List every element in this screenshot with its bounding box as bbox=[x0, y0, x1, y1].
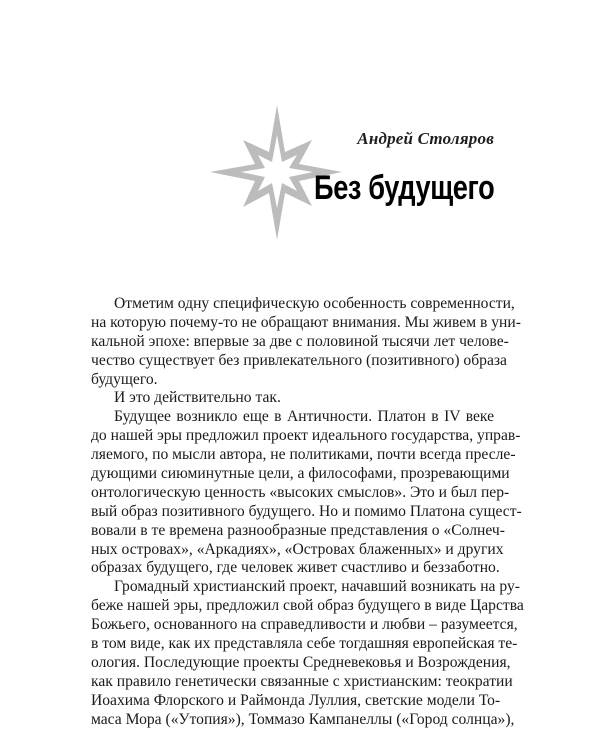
author-name: Андрей Столяров bbox=[357, 129, 494, 148]
text-line: вовали в те времена разнообразные представления о «Солнеч- bbox=[91, 521, 505, 539]
text-line: маса Мора («Утопия»), Томмазо Кампанеллы («Город солнца»), bbox=[91, 710, 515, 728]
text-line: Иоахима Флорского и Раймонда Луллия, светские модели То- bbox=[91, 691, 501, 709]
text-line: И это действительно так. bbox=[114, 389, 281, 407]
text-line: как правило генетически связанные с христианским: теократии bbox=[91, 672, 513, 690]
text-line: до нашей эры предложил проект идеального государства, управ- bbox=[91, 427, 521, 445]
text-line: образах будущего, где человек живет счастливо и беззаботно. bbox=[91, 559, 500, 577]
text-line: дующими сиюминутные цели, а философами, прозревающими bbox=[91, 465, 510, 483]
text-line: Божьего, основанного на справедливости и любви – разумеется, bbox=[91, 616, 518, 634]
text-line: ных островах», «Аркадиях», «Островах блаженных» и других bbox=[91, 540, 504, 558]
text-line: на которую почему-то не обращают внимания. Мы живем в уни- bbox=[91, 313, 521, 331]
text-line: чество существует без привлекательного (позитивного) образа bbox=[91, 351, 507, 369]
text-line: Будущее возникло еще в Античности. Платон в IV веке bbox=[114, 408, 494, 426]
text-line: Отметим одну специфическую особенность современности, bbox=[114, 295, 515, 312]
text-line: будущего. bbox=[91, 370, 158, 388]
text-line: беже нашей эры, предложил свой образ будущего в виде Царства bbox=[91, 597, 524, 615]
chapter-title: Без будущего bbox=[313, 169, 494, 207]
text-line: ляемого, по мысли автора, не политиками, почти всегда пресле- bbox=[91, 446, 516, 464]
text-line: кальной эпохе: впервые за две с половиной тысячи лет челове- bbox=[91, 332, 509, 350]
text-line: онтологическую ценность «высоких смыслов». Это и был пер- bbox=[91, 483, 510, 501]
text-line: Громадный христианский проект, начавший возникать на ру- bbox=[114, 578, 520, 596]
text-line: ология. Последующие проекты Средневековья и Возрождения, bbox=[91, 653, 511, 671]
body-text bbox=[91, 295, 524, 729]
text-line: вый образ позитивного будущего. Но и помимо Платона сущест- bbox=[91, 502, 522, 520]
text-line: в том виде, как их представляла себе тогдашняя европейская те- bbox=[91, 635, 518, 653]
